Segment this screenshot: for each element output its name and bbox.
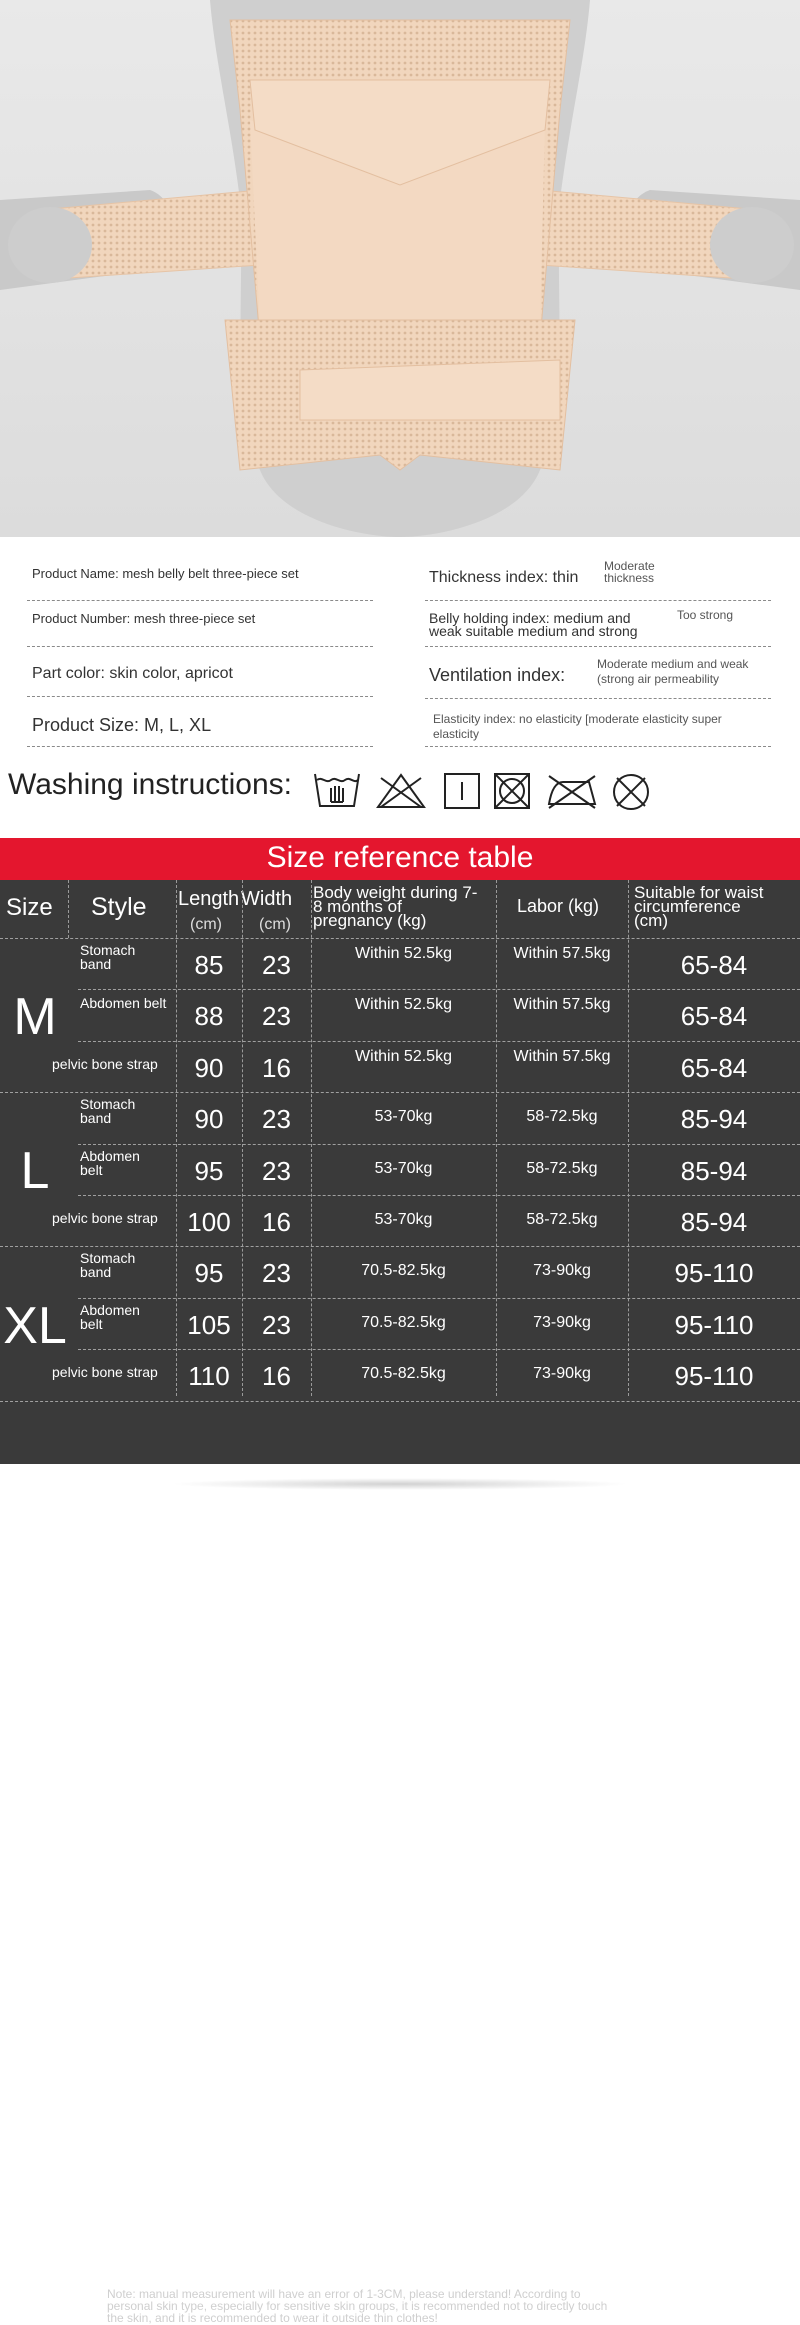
waist-cell: 65-84 xyxy=(680,1001,748,1032)
elasticity-line-2: elasticity xyxy=(433,727,480,741)
header-length-unit: (cm) xyxy=(190,916,222,933)
style-cell xyxy=(80,1097,180,1125)
length-cell: 100 xyxy=(187,1207,231,1237)
header-style: Style xyxy=(91,893,147,921)
style-line-2: belt xyxy=(80,1315,103,1332)
divider xyxy=(425,600,771,601)
thickness-extra: Moderate xyxy=(604,559,655,573)
width-cell: 23 xyxy=(262,1309,291,1340)
length-cell: 88 xyxy=(194,1001,224,1032)
header-body-line-3: pregnancy (kg) xyxy=(313,911,427,930)
thickness-index: Thickness index: thin xyxy=(429,569,579,586)
style-line-2: band xyxy=(80,956,112,972)
header-waist xyxy=(634,883,799,930)
length-cell: 90 xyxy=(194,1104,224,1135)
width-cell: 23 xyxy=(262,1155,291,1186)
length-cell: 110 xyxy=(188,1361,230,1392)
length-cell: 90 xyxy=(194,1052,224,1083)
row-divider xyxy=(78,1349,800,1350)
body-weight-cell: 53-70kg xyxy=(374,1159,433,1177)
header-waist-line-1: Suitable for waist xyxy=(634,883,764,902)
belly-holding-index xyxy=(429,612,638,638)
style-line-2: belt xyxy=(80,1161,103,1178)
belly-belt-illustration xyxy=(0,0,800,537)
header-width-unit: (cm) xyxy=(259,916,291,933)
header-waist-line-2: circumference xyxy=(634,897,741,916)
waist-cell: 85-94 xyxy=(680,1104,748,1135)
length-cell: 85 xyxy=(194,950,224,980)
part-color: Part color: skin color, apricot xyxy=(32,665,233,682)
divider xyxy=(425,646,771,647)
thickness-extra-2: thickness xyxy=(604,571,655,585)
style-line-1: Abdomen xyxy=(80,1147,140,1164)
hand-wash-icon xyxy=(312,768,362,810)
do-not-iron-icon xyxy=(545,772,599,810)
body-weight-cell: 53-70kg xyxy=(374,1211,433,1228)
header-size: Size xyxy=(6,894,53,921)
product-photo xyxy=(0,0,800,537)
waist-cell: 95-110 xyxy=(674,1361,754,1392)
body-weight-cell: Within 52.5kg xyxy=(355,945,452,962)
width-cell: 16 xyxy=(262,1207,291,1237)
note-line-1: Note: manual measurement will have an error of 1-3CM, please understand! According to xyxy=(107,2287,581,2301)
group-divider xyxy=(0,1092,800,1093)
belly-line-1: Belly holding index: medium and xyxy=(429,610,631,626)
divider xyxy=(27,600,373,601)
size-table xyxy=(0,880,800,2325)
waist-cell: 95-110 xyxy=(674,1258,754,1289)
style-cell xyxy=(52,1211,184,1225)
waist-cell: 65-84 xyxy=(680,950,748,980)
size-table-title: Size reference table xyxy=(0,838,800,880)
width-cell: 23 xyxy=(262,950,291,980)
labor-cell: 58-72.5kg xyxy=(526,1108,598,1126)
table-bottom-divider xyxy=(0,1401,800,1402)
labor-cell: Within 57.5kg xyxy=(513,1047,611,1065)
waist-cell: 95-110 xyxy=(674,1309,754,1340)
header-waist-line-3: (cm) xyxy=(634,911,668,930)
belly-extra: Too strong xyxy=(677,608,734,622)
style-line-2: band xyxy=(80,1110,112,1127)
style-cell xyxy=(80,1251,180,1279)
style-line-1: Abdomen belt xyxy=(80,995,167,1012)
width-cell: 16 xyxy=(262,1361,291,1392)
header-body-line-1: Body weight during 7- xyxy=(313,883,478,902)
ventilation-index: Ventilation index: xyxy=(429,665,566,685)
labor-cell: 73-90kg xyxy=(533,1365,591,1383)
row-divider xyxy=(78,1144,800,1145)
elasticity-line-1: Elasticity index: no elasticity [moderate elasticity super xyxy=(433,712,722,726)
waist-cell: 65-84 xyxy=(680,1052,748,1083)
header-width: Width xyxy=(241,888,293,910)
style-line-1: pelvic bone strap xyxy=(52,1210,158,1226)
labor-cell: Within 57.5kg xyxy=(513,945,611,962)
body-weight-cell: 53-70kg xyxy=(374,1108,433,1126)
style-line-2: band xyxy=(80,1264,112,1281)
style-cell xyxy=(80,1149,180,1177)
labor-cell: 58-72.5kg xyxy=(526,1159,598,1177)
style-line-1: Abdomen xyxy=(80,1301,140,1318)
length-cell: 105 xyxy=(187,1309,231,1340)
do-not-bleach-icon xyxy=(375,772,427,810)
body-weight-cell: Within 52.5kg xyxy=(355,1047,452,1065)
do-not-tumble-dry-icon xyxy=(493,772,531,810)
ventilation-extra: Moderate medium and weak xyxy=(597,657,749,671)
note-line-3: the skin, and it is recommended to wear it outside thin clothes! xyxy=(107,2311,438,2325)
note-line-2: personal skin type, especially for sensitive skin groups, it is recommended not to directly touch xyxy=(107,2299,608,2313)
product-number: Product Number: mesh three-piece set xyxy=(32,611,256,626)
style-line-1: Stomach xyxy=(80,1250,136,1267)
width-cell: 23 xyxy=(262,1104,291,1135)
do-not-dry-clean-icon xyxy=(610,772,652,812)
style-line-1: pelvic bone strap xyxy=(52,1055,158,1072)
body-weight-cell: 70.5-82.5kg xyxy=(361,1313,446,1331)
divider xyxy=(27,746,373,747)
product-name: Product Name: mesh belly belt three-piece set xyxy=(32,566,299,581)
row-divider xyxy=(78,1041,800,1042)
length-cell: 95 xyxy=(194,1258,224,1289)
body-weight-cell: 70.5-82.5kg xyxy=(361,1262,446,1280)
header-body-line-2: 8 months of xyxy=(313,897,402,916)
labor-cell: 58-72.5kg xyxy=(526,1211,598,1228)
waist-cell: 85-94 xyxy=(680,1207,748,1237)
style-cell xyxy=(52,1057,184,1071)
style-line-1: pelvic bone strap xyxy=(52,1364,158,1381)
line-dry-icon xyxy=(443,772,481,810)
style-cell xyxy=(80,996,180,1010)
product-size: Product Size: M, L, XL xyxy=(32,715,212,735)
divider xyxy=(425,698,771,699)
length-cell: 95 xyxy=(194,1155,224,1186)
size-label: XL xyxy=(3,1296,67,1355)
style-line-1: Stomach xyxy=(80,942,136,958)
divider xyxy=(425,746,771,747)
labor-cell: Within 57.5kg xyxy=(513,996,611,1014)
waist-cell: 85-94 xyxy=(680,1155,748,1186)
group-divider xyxy=(0,1246,800,1247)
header-divider xyxy=(0,938,800,939)
col-sep xyxy=(68,880,69,938)
header-length: Length xyxy=(178,888,240,910)
divider xyxy=(27,646,373,647)
size-label: M xyxy=(13,988,57,1047)
row-divider xyxy=(78,989,800,990)
style-cell xyxy=(80,943,180,971)
width-cell: 23 xyxy=(262,1258,291,1289)
row-divider xyxy=(78,1298,800,1299)
header-body-weight xyxy=(313,883,498,930)
belly-line-2: weak suitable medium and strong xyxy=(429,623,638,639)
labor-cell: 73-90kg xyxy=(533,1262,591,1280)
body-weight-cell: Within 52.5kg xyxy=(355,996,452,1014)
width-cell: 23 xyxy=(262,1001,291,1032)
header-labor: Labor (kg) xyxy=(517,896,600,916)
row-divider xyxy=(78,1195,800,1196)
style-line-1: Stomach xyxy=(80,1096,136,1113)
ventilation-extra-2: (strong air permeability xyxy=(597,672,720,686)
footer-shadow xyxy=(170,1478,630,1490)
style-cell xyxy=(52,1365,184,1379)
divider xyxy=(27,696,373,697)
size-label: L xyxy=(20,1142,50,1201)
labor-cell: 73-90kg xyxy=(533,1313,591,1331)
washing-instructions-label: Washing instructions: xyxy=(8,768,293,801)
elasticity-index xyxy=(433,712,773,742)
body-weight-cell: 70.5-82.5kg xyxy=(361,1365,446,1383)
width-cell: 16 xyxy=(262,1052,291,1083)
style-cell xyxy=(80,1303,180,1331)
